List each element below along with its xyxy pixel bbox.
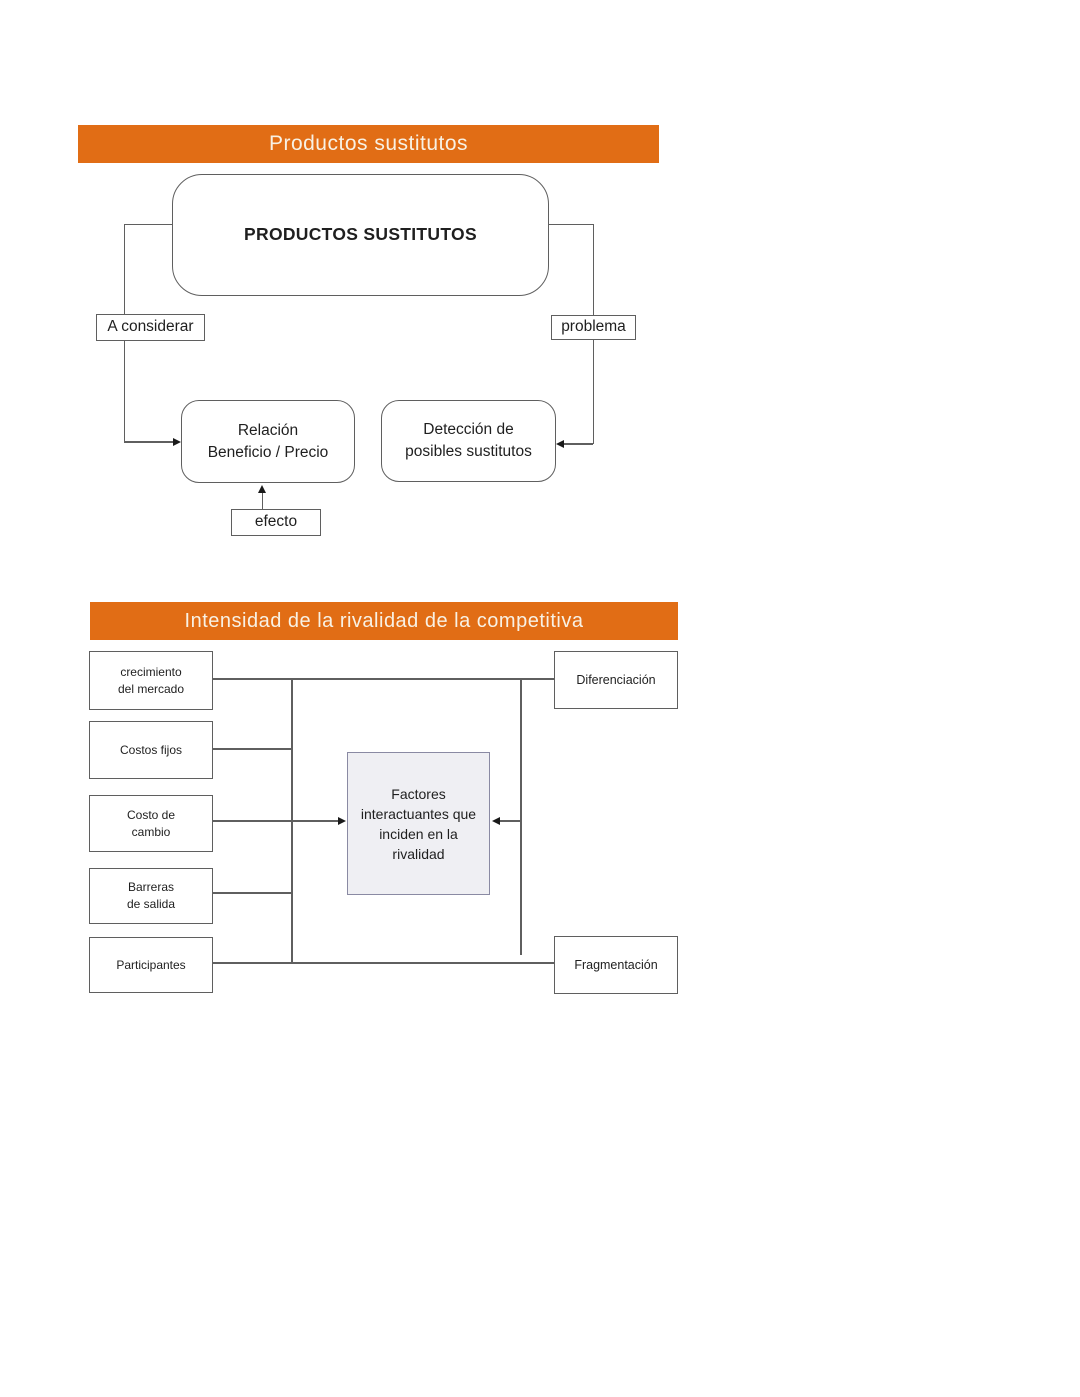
problema-label: problema xyxy=(561,318,626,336)
connector-barreras xyxy=(213,892,292,894)
connector-mainbox-to-aconsiderar-h xyxy=(124,224,172,226)
connector-crecimiento-to-diferenciacion xyxy=(213,678,554,680)
connector-mainbox-to-problema-v xyxy=(593,224,595,315)
factores-line4: rivalidad xyxy=(392,845,445,862)
efecto-label-box xyxy=(231,509,321,536)
relacion-line1: Relación xyxy=(237,421,299,439)
connector-vertical-right-bus xyxy=(520,679,522,955)
arrowhead-into-deteccion xyxy=(556,440,564,448)
diferenciacion-box xyxy=(554,651,678,709)
arrowhead-into-factores-right xyxy=(492,817,500,825)
costos-fijos-label: Costos fijos xyxy=(119,742,183,757)
connector-mainbox-to-aconsiderar-v xyxy=(124,224,126,314)
connector-aconsiderar-to-relacion-v xyxy=(124,341,126,442)
a-considerar-label-box xyxy=(96,314,205,341)
connector-costo-cambio-to-factores xyxy=(213,820,338,822)
connector-costos-fijos xyxy=(213,748,292,750)
arrowhead-into-relacion xyxy=(173,438,181,446)
factores-line2: interactuantes que xyxy=(360,805,477,822)
rivalidad-section-title: Intensidad de la rivalidad de la competitiva xyxy=(184,609,584,632)
a-considerar-label: A considerar xyxy=(107,318,194,336)
connector-problema-to-deteccion-h xyxy=(564,443,593,445)
connector-rightbus-to-factores xyxy=(500,820,521,822)
factores-line3: inciden en la xyxy=(379,825,458,842)
productos-section-title: Productos sustitutos xyxy=(268,132,469,155)
diferenciacion-label: Diferenciación xyxy=(576,672,656,687)
connector-participantes-to-fragmentacion xyxy=(213,962,554,964)
fragmentacion-box xyxy=(554,936,678,994)
costo-cambio-line1: Costo de xyxy=(126,807,176,822)
arrowhead-into-relacion-bottom xyxy=(258,485,266,493)
connector-efecto-to-relacion-v xyxy=(262,492,264,509)
fragmentacion-label: Fragmentación xyxy=(574,957,658,972)
problema-label-box xyxy=(551,315,636,340)
rivalidad-section-header-bar xyxy=(90,602,678,640)
deteccion-posibles-sustitutos-box xyxy=(381,400,556,482)
productos-section-header-bar xyxy=(78,125,659,163)
barreras-de-salida-box xyxy=(89,868,213,924)
factores-interactuantes-box xyxy=(347,752,490,895)
connector-mainbox-to-problema-h xyxy=(549,224,594,226)
relacion-beneficio-precio-box xyxy=(181,400,355,483)
relacion-line2: Beneficio / Precio xyxy=(207,443,329,461)
connector-problema-to-deteccion-v xyxy=(593,340,595,444)
participantes-box xyxy=(89,937,213,993)
crecimiento-line1: crecimiento xyxy=(120,664,182,679)
costos-fijos-box xyxy=(89,721,213,779)
crecimiento-line2: del mercado xyxy=(117,681,185,696)
arrowhead-into-factores-left xyxy=(338,817,346,825)
deteccion-line1: Detección de xyxy=(423,421,514,438)
barreras-line2: de salida xyxy=(126,897,176,911)
costo-de-cambio-box xyxy=(89,795,213,852)
participantes-label: Participantes xyxy=(116,957,186,972)
crecimiento-del-mercado-box xyxy=(89,651,213,710)
efecto-label: efecto xyxy=(254,513,298,531)
connector-aconsiderar-to-relacion-h xyxy=(124,441,173,443)
costo-cambio-line2: cambio xyxy=(131,824,171,839)
main-box-title: PRODUCTOS SUSTITUTOS xyxy=(244,224,477,245)
barreras-line1: Barreras xyxy=(127,880,174,894)
productos-sustitutos-main-box xyxy=(172,174,549,296)
deteccion-line2: posibles sustitutos xyxy=(405,443,532,460)
factores-line1: Factores xyxy=(391,785,446,802)
